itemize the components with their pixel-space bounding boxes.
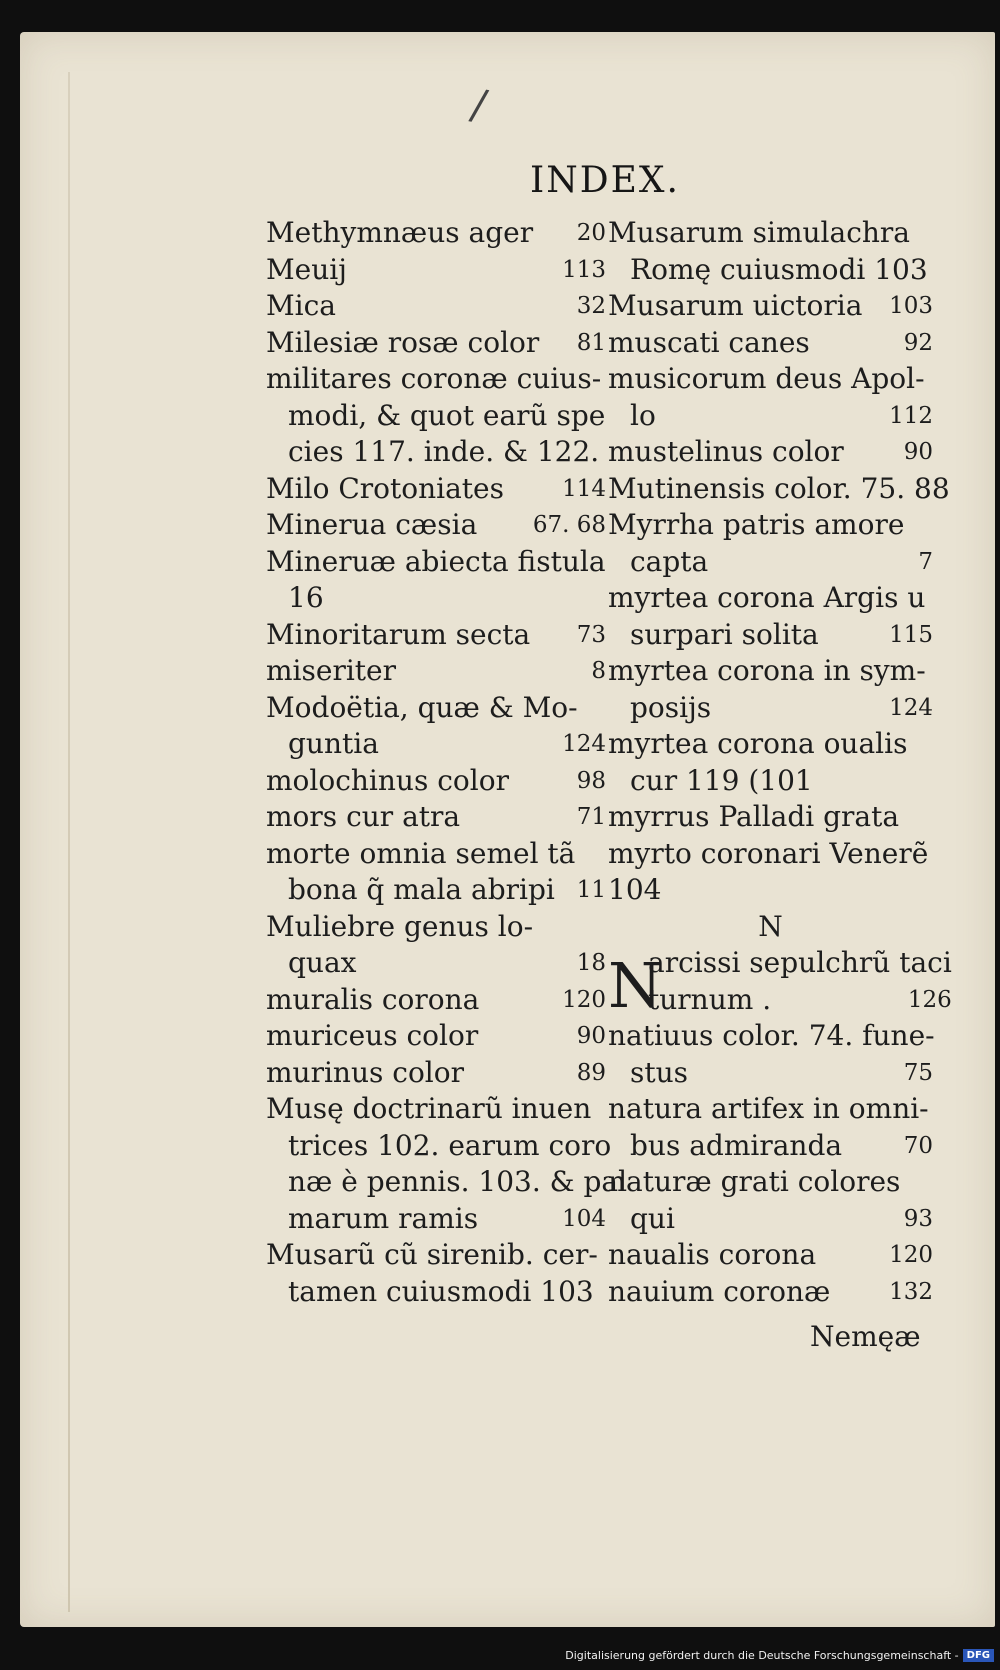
index-column-left bbox=[266, 215, 628, 1310]
entry-page-number: 20 bbox=[576, 220, 606, 246]
index-entry bbox=[266, 982, 606, 1019]
entry-page-number: 7 bbox=[918, 548, 933, 575]
entry-page-number: 67. 68 bbox=[532, 512, 606, 538]
entry-text: Mineruæ abiecta fistula bbox=[266, 544, 606, 578]
index-entry bbox=[608, 690, 933, 727]
entry-text: Meuij bbox=[266, 252, 347, 286]
entry-text: myrrus Palladi grata bbox=[608, 800, 900, 833]
entry-text: Methymnæus ager bbox=[266, 216, 534, 249]
entry-text: quax bbox=[288, 946, 357, 979]
entry-text: næ è pennis. 103. & pal bbox=[288, 1165, 628, 1198]
entry-page-number: 8 bbox=[591, 658, 606, 684]
index-entry bbox=[266, 361, 606, 398]
entry-text: turnum . bbox=[648, 982, 772, 1016]
entry-page-number: 114 bbox=[562, 475, 606, 502]
entry-text: natiuus color. 74. fune- bbox=[608, 1019, 935, 1052]
entry-text: musicorum deus Apol- bbox=[608, 362, 925, 395]
index-entry bbox=[266, 690, 606, 727]
entry-page-number: 132 bbox=[889, 1278, 933, 1305]
entry-text: naualis corona bbox=[608, 1238, 817, 1271]
entry-text: Musarum uictoria bbox=[608, 289, 863, 322]
dropcap-lines bbox=[648, 945, 952, 1018]
entry-text: surpari solita bbox=[630, 617, 819, 651]
index-entry bbox=[266, 325, 606, 362]
index-entry bbox=[608, 507, 933, 544]
entry-text: Mica bbox=[266, 289, 336, 322]
index-entry bbox=[266, 398, 606, 435]
index-entry bbox=[608, 653, 933, 690]
entry-page-number: 90 bbox=[576, 1023, 606, 1049]
entry-text: mors cur atra bbox=[266, 800, 461, 833]
index-entry bbox=[266, 836, 606, 873]
entry-page-number: 75 bbox=[903, 1059, 933, 1086]
index-entry bbox=[266, 1164, 628, 1201]
catchword: Nemęæ bbox=[810, 1320, 921, 1353]
entry-page-number: 115 bbox=[889, 621, 933, 648]
entry-text: Minerua cæsia bbox=[266, 508, 478, 541]
entry-text: tamen cuiusmodi 103 bbox=[288, 1274, 594, 1308]
entry-page-number: 103 bbox=[889, 293, 933, 319]
dropcap-initial: N bbox=[608, 949, 663, 1022]
entry-text: modi, & quot earũ spe bbox=[288, 398, 606, 432]
index-entry bbox=[608, 763, 933, 800]
index-entry bbox=[266, 471, 606, 508]
entry-text: Milesiæ rosæ color bbox=[266, 325, 540, 359]
index-entry bbox=[608, 398, 933, 435]
entry-text: Musarũ cũ sirenib. cer- bbox=[266, 1238, 598, 1271]
index-entry bbox=[266, 580, 606, 617]
entry-page-number: 71 bbox=[576, 804, 606, 830]
index-entry bbox=[266, 507, 606, 544]
entry-page-number: 73 bbox=[576, 621, 606, 648]
entry-text: Romę cuiusmodi 103 bbox=[630, 252, 928, 286]
index-entry bbox=[266, 653, 606, 690]
index-entry bbox=[608, 544, 933, 581]
entry-text: miseriter bbox=[266, 654, 396, 687]
index-entry bbox=[266, 872, 606, 909]
entry-text: myrto coronari Venerẽ bbox=[608, 836, 929, 870]
entry-text: guntia bbox=[288, 727, 379, 760]
entry-text: qui bbox=[630, 1201, 675, 1235]
page-gutter bbox=[68, 72, 70, 1612]
section-letter: N bbox=[758, 909, 783, 943]
entry-text: 16 bbox=[288, 581, 324, 614]
entry-page-number: 126 bbox=[907, 986, 952, 1013]
index-entry bbox=[608, 726, 933, 763]
entry-text: trices 102. earum coro bbox=[288, 1128, 612, 1162]
entry-text: marum ramis bbox=[288, 1201, 479, 1235]
entry-text: cies 117. inde. & 122. bbox=[288, 435, 600, 468]
entry-text: bus admiranda bbox=[630, 1128, 843, 1162]
entry-text: myrtea corona in sym- bbox=[608, 654, 926, 687]
entry-text: lo bbox=[630, 398, 656, 432]
entry-text: stus bbox=[630, 1055, 689, 1089]
index-entry bbox=[608, 1237, 933, 1274]
entry-page-number: 18 bbox=[576, 950, 606, 976]
entry-page-number: 104 bbox=[562, 1205, 606, 1232]
index-entry bbox=[266, 1128, 612, 1165]
index-entry bbox=[648, 945, 952, 982]
entry-page-number: 90 bbox=[903, 439, 933, 465]
entry-text: Minoritarum secta bbox=[266, 617, 531, 651]
index-entry bbox=[266, 799, 606, 836]
entry-text: murinus color bbox=[266, 1055, 464, 1089]
index-entry bbox=[266, 288, 606, 325]
index-entry bbox=[608, 471, 950, 508]
index-entry bbox=[608, 617, 933, 654]
index-entry bbox=[608, 836, 933, 873]
index-entry bbox=[266, 1091, 606, 1128]
index-entry bbox=[266, 1201, 606, 1238]
index-entry bbox=[608, 361, 933, 398]
entry-text: Modoëtia, quæ & Mo- bbox=[266, 690, 578, 724]
index-entry bbox=[608, 1055, 933, 1092]
entry-text: myrtea corona oualis bbox=[608, 727, 908, 760]
index-entry bbox=[608, 325, 933, 362]
entry-text: arcissi sepulchrũ taci bbox=[648, 946, 952, 979]
index-entry bbox=[608, 1274, 933, 1311]
entry-text: posijs bbox=[630, 690, 712, 724]
entry-text: muralis corona bbox=[266, 982, 480, 1016]
index-entry bbox=[608, 252, 933, 289]
entry-text: mustelinus color bbox=[608, 435, 844, 468]
index-entry bbox=[648, 982, 952, 1019]
index-entry bbox=[266, 1018, 606, 1055]
entry-page-number: 92 bbox=[903, 329, 933, 356]
entry-page-number: 124 bbox=[889, 694, 933, 721]
entry-text: natura artifex in omni- bbox=[608, 1092, 929, 1125]
index-entry bbox=[266, 215, 606, 252]
entry-page-number: 124 bbox=[562, 731, 606, 757]
entry-text: Myrrha patris amore bbox=[608, 508, 905, 541]
index-entry bbox=[608, 215, 933, 252]
entry-page-number: 70 bbox=[903, 1132, 933, 1159]
entry-text: capta bbox=[630, 544, 709, 578]
entry-text: nauium coronæ bbox=[608, 1274, 831, 1308]
dropcap-entry bbox=[608, 945, 952, 1022]
entry-page-number: 81 bbox=[576, 329, 606, 356]
index-entry bbox=[608, 1018, 933, 1055]
entry-text: Milo Crotoniates bbox=[266, 471, 504, 505]
entry-text: morte omnia semel tã bbox=[266, 836, 576, 870]
index-entry bbox=[608, 872, 933, 909]
entry-text: myrtea corona Argis u bbox=[608, 581, 926, 614]
entry-page-number: 98 bbox=[576, 767, 606, 794]
index-entry bbox=[266, 726, 606, 763]
index-entry bbox=[608, 1128, 933, 1165]
entry-text: Muliebre genus lo- bbox=[266, 909, 534, 943]
entry-text: Musę doctrinarũ inuen bbox=[266, 1092, 592, 1125]
entry-page-number: 93 bbox=[903, 1205, 933, 1232]
entry-page-number: 113 bbox=[562, 256, 606, 283]
page-heading: INDEX. bbox=[530, 160, 680, 201]
dfg-logo: DFG bbox=[963, 1649, 994, 1662]
index-entry bbox=[608, 580, 933, 617]
index-entry bbox=[266, 1274, 606, 1311]
index-entry bbox=[608, 1091, 933, 1128]
index-entry bbox=[266, 1237, 606, 1274]
index-entry bbox=[608, 1201, 933, 1238]
index-entry bbox=[608, 799, 933, 836]
entry-text: Musarum simulachra bbox=[608, 216, 910, 249]
index-entry bbox=[608, 288, 933, 325]
entry-text: naturæ grati colores bbox=[608, 1165, 901, 1198]
footer-text: Digitalisierung gefördert durch die Deutsche Forschungsgemeinschaft - bbox=[565, 1648, 959, 1662]
entry-text: Mutinensis color. 75. 88 bbox=[608, 471, 950, 505]
entry-page-number: 120 bbox=[889, 1242, 933, 1268]
index-entry bbox=[266, 617, 606, 654]
entry-page-number: 11 bbox=[576, 877, 606, 903]
index-entry bbox=[608, 1164, 933, 1201]
entry-text: muscati canes bbox=[608, 325, 810, 359]
index-entry bbox=[266, 909, 606, 946]
index-entry bbox=[266, 544, 606, 581]
index-entry bbox=[266, 1055, 606, 1092]
entry-text: muriceus color bbox=[266, 1019, 479, 1052]
index-entry bbox=[266, 252, 606, 289]
entry-text: bona q̃ mala abripi bbox=[288, 873, 555, 906]
index-entry bbox=[608, 434, 933, 471]
entry-text: molochinus color bbox=[266, 763, 509, 797]
digitization-footer bbox=[565, 1644, 994, 1666]
entry-page-number: 32 bbox=[576, 293, 606, 319]
handwritten-mark: / bbox=[467, 79, 492, 130]
entry-page-number: 89 bbox=[576, 1059, 606, 1086]
entry-page-number: 112 bbox=[889, 402, 933, 429]
index-column-right bbox=[608, 215, 952, 1310]
entry-text: militares coronæ cuius- bbox=[266, 362, 602, 395]
index-entry bbox=[266, 763, 606, 800]
index-entry bbox=[266, 945, 606, 982]
entry-page-number: 120 bbox=[562, 986, 606, 1013]
index-entry bbox=[266, 434, 606, 471]
entry-text: cur 119 (101 bbox=[630, 763, 813, 797]
entry-text: 104 bbox=[608, 873, 662, 906]
